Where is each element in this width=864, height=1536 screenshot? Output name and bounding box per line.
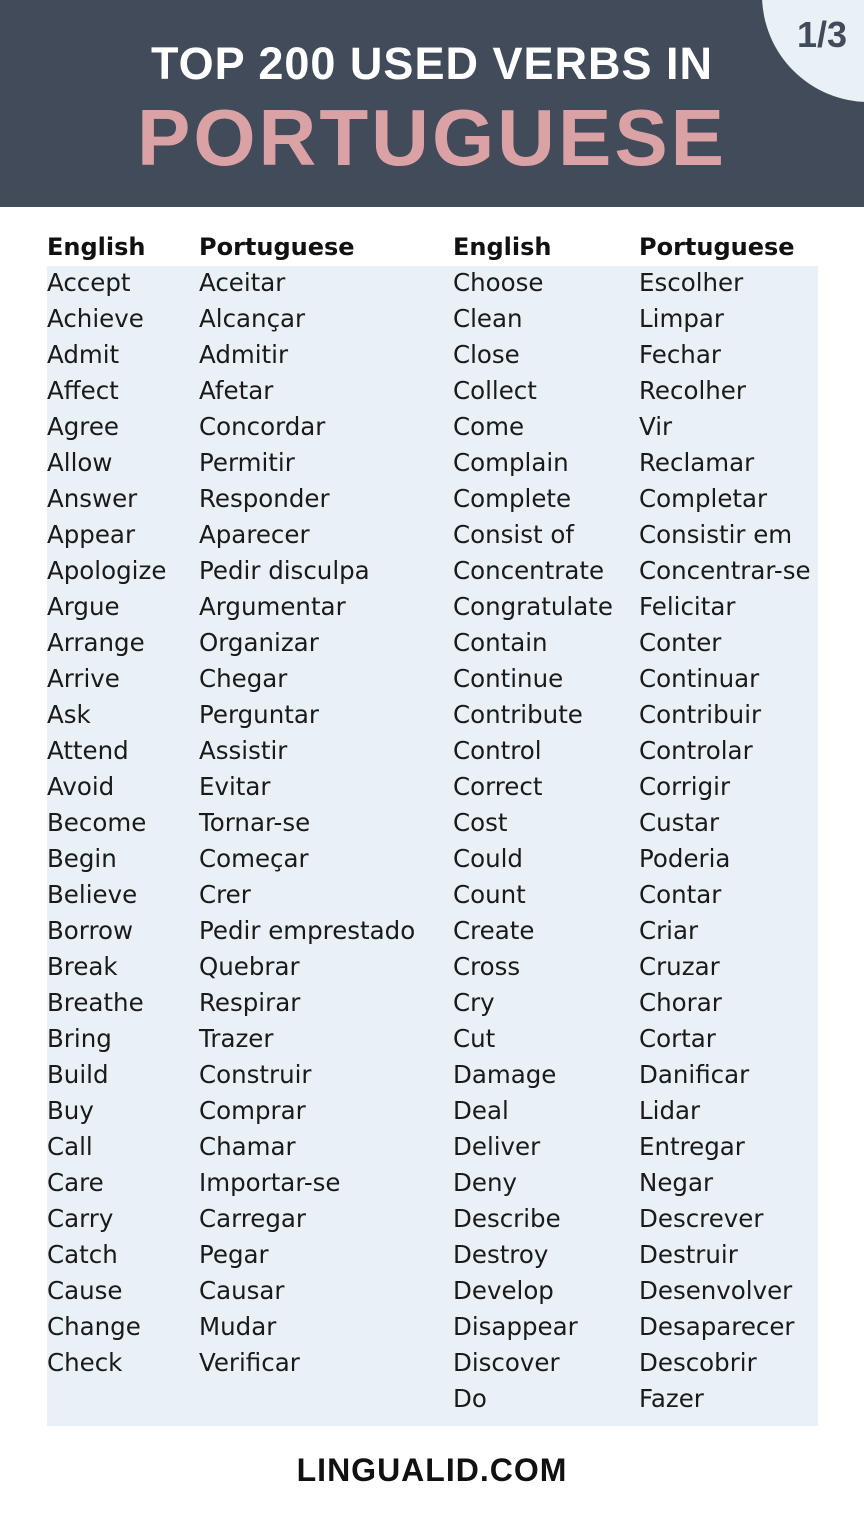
- verb-cell: Accept: [47, 268, 131, 297]
- title-line-1: TOP 200 USED VERBS IN: [150, 38, 714, 89]
- verb-cell: Concordar: [199, 412, 326, 441]
- verb-cell: Quebrar: [199, 952, 300, 981]
- verb-cell: Argue: [47, 592, 120, 621]
- verb-cell: Cry: [453, 988, 495, 1017]
- verb-cell: Evitar: [199, 772, 271, 801]
- verb-cell: Tornar-se: [199, 808, 311, 837]
- verb-cell: Breathe: [47, 988, 144, 1017]
- verb-cell: Arrange: [47, 628, 145, 657]
- verb-cell: Recolher: [639, 376, 746, 405]
- verb-cell: Carry: [47, 1204, 114, 1233]
- verb-cell: Allow: [47, 448, 113, 477]
- verb-cell: Importar-se: [199, 1168, 341, 1197]
- verb-cell: Crer: [199, 880, 251, 909]
- verb-cell: Ask: [47, 700, 91, 729]
- verb-cell: Cause: [47, 1276, 123, 1305]
- verb-cell: Contain: [453, 628, 548, 657]
- title-line-2: PORTUGUESE: [136, 93, 728, 182]
- verb-cell: Describe: [453, 1204, 561, 1233]
- verb-cell: Organizar: [199, 628, 319, 657]
- verb-cell: Fechar: [639, 340, 721, 369]
- verb-cell: Count: [453, 880, 526, 909]
- verb-cell: Cut: [453, 1024, 496, 1053]
- verb-cell: Complete: [453, 484, 572, 513]
- verb-cell: Check: [47, 1348, 123, 1377]
- verb-cell: Borrow: [47, 916, 134, 945]
- verb-cell: Change: [47, 1312, 141, 1341]
- verb-cell: Call: [47, 1132, 93, 1161]
- verb-cell: Fazer: [639, 1384, 704, 1413]
- verb-cell: Avoid: [47, 772, 115, 801]
- verb-cell: Build: [47, 1060, 109, 1089]
- verb-cell: Congratulate: [453, 592, 613, 621]
- verb-cell: Corrigir: [639, 772, 731, 801]
- verb-cell: Completar: [639, 484, 768, 513]
- verb-cell: Descrever: [639, 1204, 764, 1233]
- verb-cell: Alcançar: [199, 304, 306, 333]
- column-header-portuguese: Portuguese: [199, 233, 355, 261]
- verb-cell: Assistir: [199, 736, 288, 765]
- verb-cell: Responder: [199, 484, 330, 513]
- verb-cell: Could: [453, 844, 523, 873]
- verb-cell: Develop: [453, 1276, 554, 1305]
- verb-cell: Perguntar: [199, 700, 319, 729]
- verb-cell: Argumentar: [199, 592, 346, 621]
- verb-cell: Descobrir: [639, 1348, 757, 1377]
- verb-cell: Cost: [453, 808, 508, 837]
- verb-cell: Control: [453, 736, 542, 765]
- verb-cell: Desenvolver: [639, 1276, 793, 1305]
- verb-cell: Complain: [453, 448, 569, 477]
- verb-cell: Collect: [453, 376, 537, 405]
- verb-cell: Controlar: [639, 736, 753, 765]
- verb-cell: Attend: [47, 736, 129, 765]
- verb-cell: Contribuir: [639, 700, 762, 729]
- verb-cell: Discover: [453, 1348, 560, 1377]
- verb-cell: Criar: [639, 916, 699, 945]
- verb-cell: Desaparecer: [639, 1312, 795, 1341]
- verb-cell: Consistir em: [639, 520, 793, 549]
- column-right-english: [453, 229, 613, 1417]
- verb-cell: Conter: [639, 628, 722, 657]
- verb-cell: Danificar: [639, 1060, 750, 1089]
- verb-cell: Concentrar-se: [639, 556, 811, 585]
- verb-cell: Destruir: [639, 1240, 738, 1269]
- verb-cell: Arrive: [47, 664, 120, 693]
- verb-cell: Custar: [639, 808, 720, 837]
- verb-cell: Correct: [453, 772, 543, 801]
- verb-cell: Catch: [47, 1240, 118, 1269]
- verb-cell: Damage: [453, 1060, 557, 1089]
- verb-cell: Limpar: [639, 304, 724, 333]
- footer-site-name: LINGUALID.COM: [296, 1452, 568, 1488]
- verb-cell: Continuar: [639, 664, 760, 693]
- verb-cell: Appear: [47, 520, 136, 549]
- verb-cell: Pedir disculpa: [199, 556, 370, 585]
- verb-cell: Answer: [47, 484, 138, 513]
- verb-cell: Contribute: [453, 700, 583, 729]
- verb-cell: Afetar: [199, 376, 274, 405]
- verb-cell: Pegar: [199, 1240, 269, 1269]
- verb-cell: Aparecer: [199, 520, 310, 549]
- verb-cell: Pedir emprestado: [199, 916, 416, 945]
- verb-cell: Respirar: [199, 988, 301, 1017]
- verb-cell: Cortar: [639, 1024, 716, 1053]
- verb-cell: Poderia: [639, 844, 731, 873]
- verb-cell: Cross: [453, 952, 521, 981]
- verb-cell: Agree: [47, 412, 119, 441]
- verb-cell: Continue: [453, 664, 564, 693]
- column-header-english: English: [453, 233, 552, 261]
- verb-cell: Trazer: [199, 1024, 274, 1053]
- verb-cell: Destroy: [453, 1240, 549, 1269]
- verb-cell: Clean: [453, 304, 523, 333]
- verb-cell: Deal: [453, 1096, 509, 1125]
- verb-cell: Entregar: [639, 1132, 745, 1161]
- verb-cell: Close: [453, 340, 520, 369]
- verb-cell: Escolher: [639, 268, 744, 297]
- verb-cell: Create: [453, 916, 535, 945]
- verb-cell: Reclamar: [639, 448, 755, 477]
- column-header-portuguese: Portuguese: [639, 233, 795, 261]
- verb-cell: Bring: [47, 1024, 112, 1053]
- verb-cell: Comprar: [199, 1096, 306, 1125]
- verb-cell: Believe: [47, 880, 138, 909]
- column-left-english: [47, 229, 166, 1381]
- verb-cell: Lidar: [639, 1096, 701, 1125]
- verb-cell: Chegar: [199, 664, 288, 693]
- verb-cell: Felicitar: [639, 592, 736, 621]
- page-indicator: 1/3: [796, 14, 848, 55]
- column-right-portuguese: [639, 229, 811, 1417]
- verb-cell: Carregar: [199, 1204, 307, 1233]
- verb-cell: Consist of: [453, 520, 574, 549]
- verb-cell: Choose: [453, 268, 544, 297]
- verb-cell: Negar: [639, 1168, 714, 1197]
- verb-cell: Cruzar: [639, 952, 720, 981]
- verb-cell: Construir: [199, 1060, 312, 1089]
- verb-cell: Vir: [639, 412, 673, 441]
- verb-cell: Come: [453, 412, 525, 441]
- header-banner: [0, 0, 864, 207]
- verb-cell: Break: [47, 952, 118, 981]
- verb-cell: Chamar: [199, 1132, 296, 1161]
- verb-cell: Concentrate: [453, 556, 605, 585]
- verb-cell: Become: [47, 808, 147, 837]
- verb-cell: Chorar: [639, 988, 722, 1017]
- column-left-portuguese: [199, 229, 415, 1381]
- verb-cell: Do: [453, 1384, 487, 1413]
- verb-cell: Begin: [47, 844, 117, 873]
- verb-cell: Começar: [199, 844, 309, 873]
- column-header-english: English: [47, 233, 146, 261]
- verb-cell: Permitir: [199, 448, 295, 477]
- verb-cell: Mudar: [199, 1312, 277, 1341]
- verb-cell: Verificar: [199, 1348, 300, 1377]
- verb-cell: Achieve: [47, 304, 144, 333]
- verb-cell: Deliver: [453, 1132, 541, 1161]
- verb-cell: Deny: [453, 1168, 517, 1197]
- verb-cell: Admit: [47, 340, 120, 369]
- verb-cell: Aceitar: [199, 268, 286, 297]
- verb-cell: Causar: [199, 1276, 285, 1305]
- verb-cell: Care: [47, 1168, 104, 1197]
- verb-cell: Apologize: [47, 556, 167, 585]
- verb-cell: Contar: [639, 880, 722, 909]
- verb-cell: Buy: [47, 1096, 94, 1125]
- verb-cell: Disappear: [453, 1312, 578, 1341]
- verb-cell: Admitir: [199, 340, 289, 369]
- verb-cell: Affect: [47, 376, 119, 405]
